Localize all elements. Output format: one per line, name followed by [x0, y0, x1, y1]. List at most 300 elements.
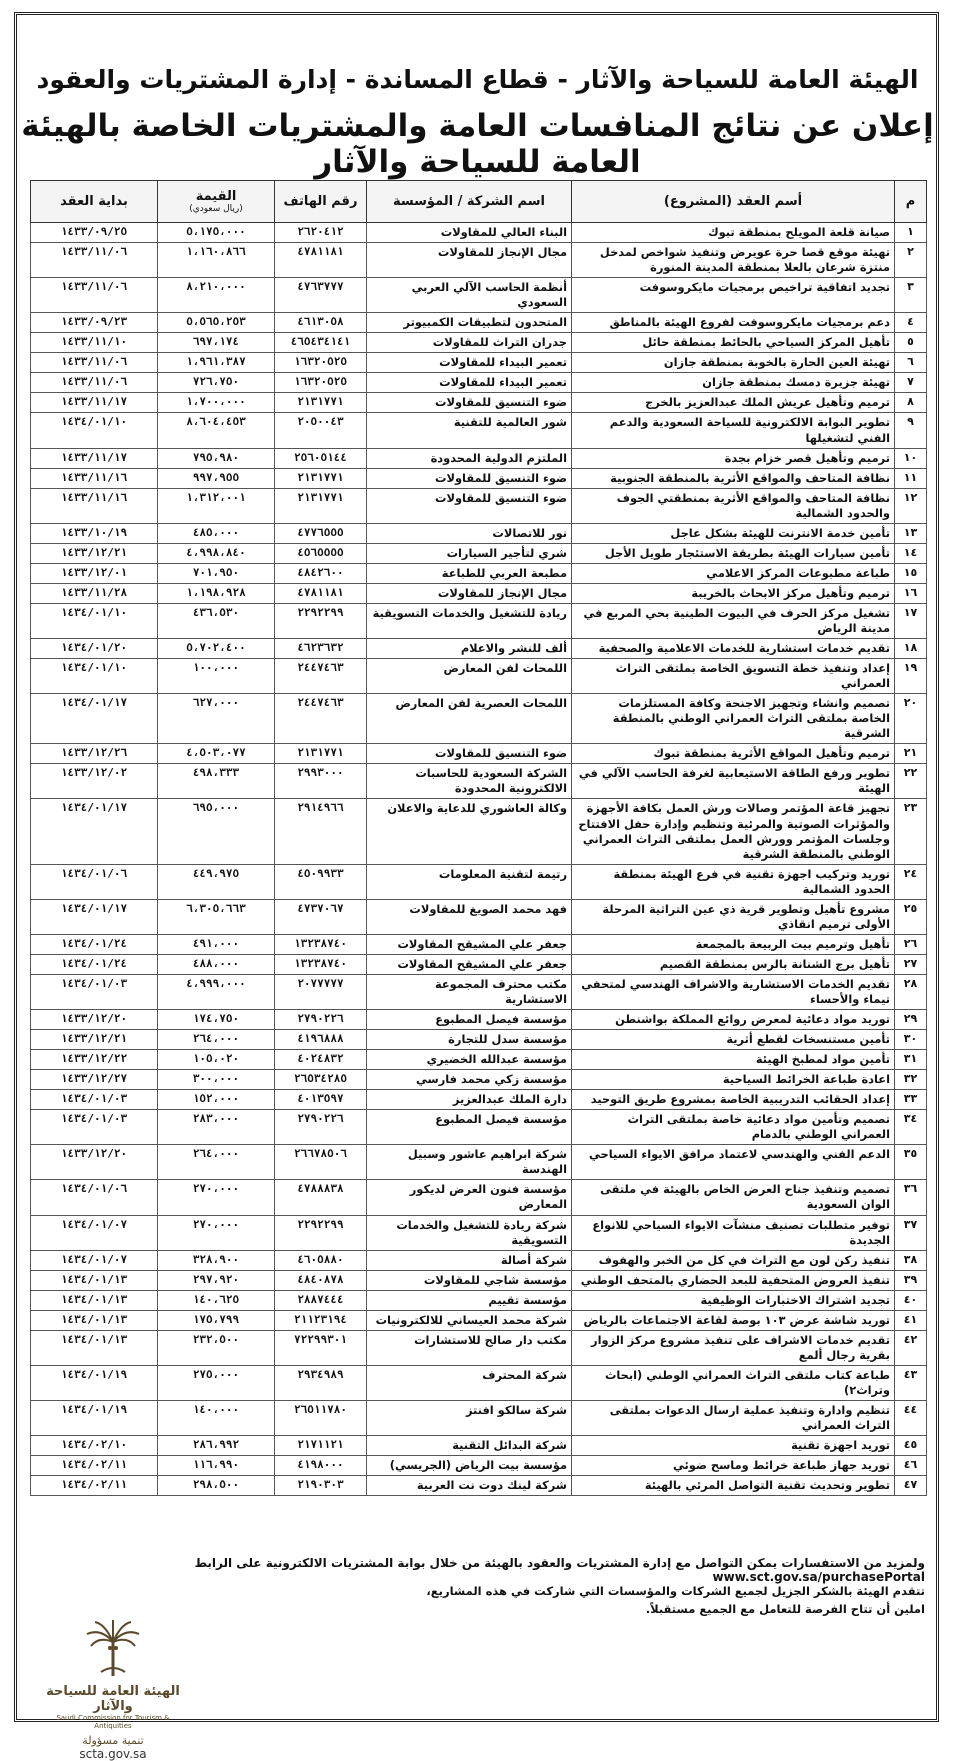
row-number: ٤٦ — [895, 1456, 927, 1476]
contact-note: ولمزيد من الاستفسارات يمكن التواصل مع إدارة المشتريات والعقود بالهيئة من خلال بوابة المشتريات الالكترونية على الرابط www.sct.gov.sa/purchasePortal — [194, 1556, 925, 1584]
table-row — [31, 603, 927, 638]
start-date: ١٤٣٤/٠١/١٧ — [31, 694, 158, 744]
phone-number: ٢٤٤٧٤٦٣ — [275, 694, 367, 744]
company-name: ضوء التنسيق للمقاولات — [367, 468, 572, 488]
phone-number: ٢٩٣٤٩٨٩ — [275, 1365, 367, 1400]
table-row — [31, 764, 927, 799]
row-number: ٤٧ — [895, 1476, 927, 1496]
phone-number: ٤٦٢٣٦٣٢ — [275, 639, 367, 659]
start-date: ١٤٣٣/١٢/٠٢ — [31, 764, 158, 799]
contract-name: تشغيل مركز الحرف في البيوت الطينية بحي المربع في مدينة الرياض — [572, 603, 895, 638]
start-date: ١٤٣٤/٠١/١٩ — [31, 1401, 158, 1436]
table-row — [31, 659, 927, 694]
table-row — [31, 468, 927, 488]
company-name: فهد محمد الصويغ للمقاولات — [367, 899, 572, 934]
contract-value: ٢٦٤،٠٠٠ — [158, 1030, 275, 1050]
company-name: شركة أصالة — [367, 1250, 572, 1270]
contract-value: ١،٣١٢،٠٠١ — [158, 488, 275, 523]
start-date: ١٤٣٣/١٢/٢٢ — [31, 1050, 158, 1070]
row-number: ٢٢ — [895, 764, 927, 799]
company-name: مؤسسة شاجي للمقاولات — [367, 1270, 572, 1290]
phone-number: ٢١٣١٧٧١ — [275, 488, 367, 523]
contract-value: ١،١٦٠،٨٦٦ — [158, 243, 275, 278]
col-header-num: م — [895, 181, 927, 223]
phone-number: ٢٦٥١١٧٨٠ — [275, 1401, 367, 1436]
contract-name: تجديد اتفاقية تراخيص برمجيات مايكروسوفت — [572, 278, 895, 313]
contract-value: ١١٦،٩٩٠ — [158, 1456, 275, 1476]
row-number: ٤١ — [895, 1310, 927, 1330]
table-row — [31, 1145, 927, 1180]
contract-name: تنفيذ العروض المتحفية للبعد الحضاري بالمتحف الوطني — [572, 1270, 895, 1290]
row-number: ٨ — [895, 393, 927, 413]
contract-value: ٣٢٨،٩٠٠ — [158, 1250, 275, 1270]
start-date: ١٤٣٤/٠١/٠٧ — [31, 1215, 158, 1250]
company-name: شركة المحترف — [367, 1365, 572, 1400]
contract-name: مشروع تأهيل وتطوير قرية ذي عين التراثية المرحلة الأولى ترميم انقاذي — [572, 899, 895, 934]
page-title-main: إعلان عن نتائج المنافسات العامة والمشتريات الخاصة بالهيئة العامة للسياحة والآثار — [21, 108, 934, 180]
thanks-note: تتقدم الهيئة بالشكر الجزيل لجميع الشركات والمؤسسات التي شاركت في هذه المشاريع، — [426, 1584, 925, 1598]
row-number: ١٧ — [895, 603, 927, 638]
row-number: ٤٥ — [895, 1436, 927, 1456]
contract-name: تقديم خدمات استشارية للخدمات الاعلامية والصحفية — [572, 639, 895, 659]
table-row — [31, 1401, 927, 1436]
table-row — [31, 243, 927, 278]
row-number: ١٩ — [895, 659, 927, 694]
logo-name-ar: الهيئة العامة للسياحة والآثار — [46, 1684, 180, 1714]
phone-number: ٢٩٩٣٠٠٠ — [275, 764, 367, 799]
contract-value: ٤٤٩،٩٧٥ — [158, 864, 275, 899]
table-row — [31, 373, 927, 393]
contract-value: ٨،٦٠٤،٤٥٣ — [158, 413, 275, 448]
phone-number: ٤٧٧٦٥٥٥ — [275, 523, 367, 543]
company-name: ضوء التنسيق للمقاولات — [367, 393, 572, 413]
start-date: ١٤٣٤/٠٢/١٠ — [31, 1436, 158, 1456]
table-row — [31, 1050, 927, 1070]
table-row — [31, 799, 927, 864]
company-name: شري لتأجير السيارات — [367, 543, 572, 563]
company-name: مكتب محترف المجموعة الاستشارية — [367, 974, 572, 1009]
contract-name: تجديد اشتراك الاختبارات الوظيفية — [572, 1290, 895, 1310]
table-row — [31, 523, 927, 543]
phone-number: ٢٧٩٠٢٢٦ — [275, 1010, 367, 1030]
start-date: ١٤٣٤/٠١/١٧ — [31, 799, 158, 864]
start-date: ١٤٣٣/١٠/١٩ — [31, 523, 158, 543]
table-row — [31, 864, 927, 899]
contract-value: ٤٩١،٠٠٠ — [158, 934, 275, 954]
company-name: مؤسسة فيصل المطبوع — [367, 1110, 572, 1145]
company-name: شور العالمية للتقنية — [367, 413, 572, 448]
table-row — [31, 954, 927, 974]
contract-name: تطوير ورفع الطاقة الاستيعابية لغرفة الحاسب الآلي في الهيئة — [572, 764, 895, 799]
start-date: ١٤٣٤/٠١/١٣ — [31, 1270, 158, 1290]
contract-name: تأهيل برج الشنانة بالرس بمنطقة القصيم — [572, 954, 895, 974]
contract-name: تجهيز قاعة المؤتمر وصالات ورش العمل بكافة الأجهزة والمؤثرات الصوتية والمرئية وتنظيم وإدارة حفل الافتتاح وجلسات المؤتمر وورش العمل بملتقى التراث العمراني الوطني بالمنطقة الشرقية — [572, 799, 895, 864]
table-row — [31, 1290, 927, 1310]
contract-name: تنظيم وادارة وتنفيذ عملية ارسال الدعوات بملتقى التراث العمراني — [572, 1401, 895, 1436]
contract-name: توريد مواد دعائية لمعرض روائع المملكة بواشنطن — [572, 1010, 895, 1030]
row-number: ٣١ — [895, 1050, 927, 1070]
contract-value: ١،٧٠٠،٠٠٠ — [158, 393, 275, 413]
row-number: ٢ — [895, 243, 927, 278]
contract-name: توريد شاشة عرض ١٠٣ بوصة لقاعة الاجتماعات بالرياض — [572, 1310, 895, 1330]
start-date: ١٤٣٤/٠٢/١١ — [31, 1476, 158, 1496]
table-row — [31, 353, 927, 373]
phone-number: ٢١٣١٧٧١ — [275, 468, 367, 488]
phone-number: ٢٦٦٧٨٥٠٦ — [275, 1145, 367, 1180]
phone-number: ٤٧٣٧٠٦٧ — [275, 899, 367, 934]
row-number: ٢١ — [895, 744, 927, 764]
start-date: ١٤٣٤/٠١/٠٣ — [31, 1090, 158, 1110]
row-number: ٢٤ — [895, 864, 927, 899]
row-number: ٥ — [895, 333, 927, 353]
company-name: مجال الإنجاز للمقاولات — [367, 583, 572, 603]
row-number: ٣٩ — [895, 1270, 927, 1290]
table-row — [31, 1270, 927, 1290]
contract-value: ٤،٩٩٨،٨٤٠ — [158, 543, 275, 563]
contract-name: تهيئة العين الحارة بالخوبة بمنطقة جازان — [572, 353, 895, 373]
table-row — [31, 1436, 927, 1456]
start-date: ١٤٣٣/١١/٠٦ — [31, 353, 158, 373]
contract-value: ١٤٠،٦٢٥ — [158, 1290, 275, 1310]
row-number: ٤٤ — [895, 1401, 927, 1436]
company-name: جدران التراث للمقاولات — [367, 333, 572, 353]
phone-number: ٤٨٤٢٦٠٠ — [275, 563, 367, 583]
col-header-phone: رقم الهاتف — [275, 181, 367, 223]
contract-name: تأمين سيارات الهيئة بطريقة الاستئجار طويل الأجل — [572, 543, 895, 563]
col-header-company: اسم الشركة / المؤسسة — [367, 181, 572, 223]
start-date: ١٤٣٣/٠٩/٢٥ — [31, 223, 158, 243]
row-number: ١٨ — [895, 639, 927, 659]
phone-number: ٢٧٩٠٢٢٦ — [275, 1110, 367, 1145]
row-number: ١١ — [895, 468, 927, 488]
col-header-contract: أسم العقد (المشروع) — [572, 181, 895, 223]
company-name: مؤسسة بيت الرياض (الجريسي) — [367, 1456, 572, 1476]
contract-name: نظافة المتاحف والمواقع الأثرية بالمنطقة الجنوبية — [572, 468, 895, 488]
start-date: ١٤٣٣/١٢/٢٧ — [31, 1070, 158, 1090]
table-row — [31, 278, 927, 313]
logo-slogan: تنمية مسؤولة — [82, 1734, 144, 1747]
contract-value: ٥،١٧٥،٠٠٠ — [158, 223, 275, 243]
contract-value: ٦٩٧،١٧٤ — [158, 333, 275, 353]
col-header-start: بداية العقد — [31, 181, 158, 223]
table-row — [31, 1330, 927, 1365]
row-number: ٢٥ — [895, 899, 927, 934]
start-date: ١٤٣٣/٠٩/٢٣ — [31, 313, 158, 333]
company-name: مؤسسة فيصل المطبوع — [367, 1010, 572, 1030]
start-date: ١٤٣٤/٠١/٠٣ — [31, 1110, 158, 1145]
row-number: ١٣ — [895, 523, 927, 543]
company-name: مؤسسة تقييم — [367, 1290, 572, 1310]
row-number: ٣٢ — [895, 1070, 927, 1090]
row-number: ٢٨ — [895, 974, 927, 1009]
row-number: ١٦ — [895, 583, 927, 603]
phone-number: ١٦٣٢٠٥٢٥ — [275, 373, 367, 393]
phone-number: ٤٠١٣٥٩٧ — [275, 1090, 367, 1110]
start-date: ١٤٣٣/١٢/٢٠ — [31, 1010, 158, 1030]
phone-number: ٤٧٨٨٨٣٨ — [275, 1180, 367, 1215]
company-name: شركة ابراهيم عاشور وسبيل الهندسة — [367, 1145, 572, 1180]
table-row — [31, 223, 927, 243]
phone-number: ٢١٣١٧٧١ — [275, 393, 367, 413]
row-number: ١٠ — [895, 448, 927, 468]
scta-logo — [38, 1618, 188, 1761]
start-date: ١٤٣٤/٠١/٠٦ — [31, 1180, 158, 1215]
company-name: ألف للنشر والاعلام — [367, 639, 572, 659]
contract-name: توفير متطلبات تصنيف منشآت الايواء السياحي للانواع الجديدة — [572, 1215, 895, 1250]
contract-value: ٢٧٠،٠٠٠ — [158, 1180, 275, 1215]
table-row — [31, 1010, 927, 1030]
contract-value: ٥،٥٦٥،٢٥٣ — [158, 313, 275, 333]
contract-name: ترميم وتأهيل عريش الملك عبدالعزيز بالخرج — [572, 393, 895, 413]
phone-number: ١٣٢٣٨٧٤٠ — [275, 954, 367, 974]
contract-name: تقديم خدمات الاشراف على تنفيذ مشروع مركز الزوار بقرية رجال ألمع — [572, 1330, 895, 1365]
start-date: ١٤٣٤/٠١/١٠ — [31, 603, 158, 638]
contract-value: ٦،٣٠٥،٦٦٣ — [158, 899, 275, 934]
start-date: ١٤٣٣/١١/١٧ — [31, 393, 158, 413]
company-name: مجال الإنجاز للمقاولات — [367, 243, 572, 278]
company-name: نور للاتصالات — [367, 523, 572, 543]
company-name: مؤسسة فنون العرض لديكور المعارض — [367, 1180, 572, 1215]
contract-value: ٤٩٨،٣٣٣ — [158, 764, 275, 799]
row-number: ٩ — [895, 413, 927, 448]
row-number: ١٢ — [895, 488, 927, 523]
contract-value: ٢٦٤،٠٠٠ — [158, 1145, 275, 1180]
contract-value: ١،٩٦١،٣٨٧ — [158, 353, 275, 373]
row-number: ٤٢ — [895, 1330, 927, 1365]
phone-number: ١٦٣٢٠٥٢٥ — [275, 353, 367, 373]
phone-number: ٢٠٧٧٧٧٧ — [275, 974, 367, 1009]
phone-number: ٤٨٤٠٨٧٨ — [275, 1270, 367, 1290]
phone-number: ١٣٢٣٨٧٤٠ — [275, 934, 367, 954]
contract-name: دعم برمجيات مايكروسوفت لفروع الهيئة بالمناطق — [572, 313, 895, 333]
company-name: مؤسسة عبدالله الخضيري — [367, 1050, 572, 1070]
phone-number: ٤٦٥٤٣٤١٤١ — [275, 333, 367, 353]
start-date: ١٤٣٣/١٢/٢٠ — [31, 1145, 158, 1180]
contract-value: ٢٧٥،٠٠٠ — [158, 1365, 275, 1400]
table-row — [31, 1476, 927, 1496]
start-date: ١٤٣٤/٠١/١٣ — [31, 1290, 158, 1310]
table-row — [31, 313, 927, 333]
contract-name: توريد وتركيب اجهزة تقنية في فرع الهيئة بمنطقة الحدود الشمالية — [572, 864, 895, 899]
row-number: ٢٩ — [895, 1010, 927, 1030]
table-row — [31, 1110, 927, 1145]
start-date: ١٤٣٤/٠١/٠٣ — [31, 974, 158, 1009]
start-date: ١٤٣٣/١١/٠٦ — [31, 373, 158, 393]
table-row — [31, 1030, 927, 1050]
contract-value: ٤،٥٠٣،٠٧٧ — [158, 744, 275, 764]
row-number: ٣ — [895, 278, 927, 313]
contract-name: إعداد الحقائب التدريبية الخاصة بمشروع طريق التوحيد — [572, 1090, 895, 1110]
start-date: ١٤٣٤/٠١/٠٦ — [31, 864, 158, 899]
contract-value: ٩٩٧،٩٥٥ — [158, 468, 275, 488]
table-row — [31, 393, 927, 413]
contract-name: نظافة المتاحف والمواقع الأثرية بمنطقتي الجوف والحدود الشمالية — [572, 488, 895, 523]
contract-value: ٢٩٨،٥٠٠ — [158, 1476, 275, 1496]
company-name: مؤسسة سدل للتجارة — [367, 1030, 572, 1050]
table-row — [31, 639, 927, 659]
start-date: ١٤٣٤/٠١/٢٤ — [31, 954, 158, 974]
table-row — [31, 488, 927, 523]
contract-name: ترميم وتأهيل قصر خزام بجدة — [572, 448, 895, 468]
contract-name: ترميم وتأهيل مركز الابحاث بالخريبة — [572, 583, 895, 603]
row-number: ١ — [895, 223, 927, 243]
row-number: ٣٦ — [895, 1180, 927, 1215]
table-row — [31, 744, 927, 764]
col-header-value-label: القيمة — [195, 189, 237, 204]
phone-number: ٤٥٦٥٥٥٥ — [275, 543, 367, 563]
phone-number: ٢١١٢٣١٩٤ — [275, 1310, 367, 1330]
start-date: ١٤٣٤/٠١/١٠ — [31, 659, 158, 694]
company-name: ريادة للتشغيل والخدمات التسويقية — [367, 603, 572, 638]
start-date: ١٤٣٣/١١/١٠ — [31, 333, 158, 353]
phone-number: ٢١٧١١٢١ — [275, 1436, 367, 1456]
row-number: ٣٧ — [895, 1215, 927, 1250]
phone-number: ٢٤٤٧٤٦٣ — [275, 659, 367, 694]
contract-name: تأهيل وترميم بيت الربيعة بالمجمعة — [572, 934, 895, 954]
company-name: جعفر علي المشيقح المقاولات — [367, 954, 572, 974]
table-row — [31, 1250, 927, 1270]
phone-number: ٢١٣١٧٧١ — [275, 744, 367, 764]
contract-value: ٣٠٠،٠٠٠ — [158, 1070, 275, 1090]
contract-value: ٢٣٢،٥٠٠ — [158, 1330, 275, 1365]
contract-value: ١٠٥،٠٢٠ — [158, 1050, 275, 1070]
contract-name: تصميم وانشاء وتجهيز الاجنحة وكافة المستلزمات الخاصة بملتقى التراث العمراني الوطني بالمنطقة الشرقية — [572, 694, 895, 744]
start-date: ١٤٣٤/٠١/١٠ — [31, 413, 158, 448]
row-number: ٣٨ — [895, 1250, 927, 1270]
start-date: ١٤٣٤/٠١/١٧ — [31, 899, 158, 934]
start-date: ١٤٣٤/٠١/١٣ — [31, 1310, 158, 1330]
contract-name: تأمين خدمة الانترنت للهيئة بشكل عاجل — [572, 523, 895, 543]
results-table — [30, 180, 927, 1496]
phone-number: ٢٠٥٠٠٤٣ — [275, 413, 367, 448]
contract-value: ٤،٩٩٩،٠٠٠ — [158, 974, 275, 1009]
start-date: ١٤٣٣/١١/١٦ — [31, 488, 158, 523]
contract-value: ١٠٠،٠٠٠ — [158, 659, 275, 694]
contract-value: ١٥٢،٠٠٠ — [158, 1090, 275, 1110]
row-number: ٣٣ — [895, 1090, 927, 1110]
company-name: جعفر علي المشيقح المقاولات — [367, 934, 572, 954]
row-number: ١٥ — [895, 563, 927, 583]
contract-name: إعداد وتنفيذ خطة التسويق الخاصة بملتقى التراث العمراني — [572, 659, 895, 694]
start-date: ١٤٣٣/١٢/٠١ — [31, 563, 158, 583]
start-date: ١٤٣٣/١١/٠٦ — [31, 278, 158, 313]
contract-name: طباعة كتاب ملتقى التراث العمراني الوطني (ابحاث وتراث٢) — [572, 1365, 895, 1400]
start-date: ١٤٣٤/٠١/٢٤ — [31, 934, 158, 954]
contract-value: ١٤٠،٠٠٠ — [158, 1401, 275, 1436]
table-row — [31, 934, 927, 954]
table-row — [31, 1070, 927, 1090]
palm-tree-icon — [83, 1618, 143, 1678]
phone-number: ٤٠٢٤٨٣٢ — [275, 1050, 367, 1070]
table-row — [31, 583, 927, 603]
start-date: ١٤٣٣/١١/١٦ — [31, 468, 158, 488]
table-row — [31, 1090, 927, 1110]
contract-value: ٢٩٧،٩٢٠ — [158, 1270, 275, 1290]
phone-number: ٢٢٩٢٢٩٩ — [275, 603, 367, 638]
row-number: ٧ — [895, 373, 927, 393]
contract-name: تنفيذ ركن لون مع التراث في كل من الخبر والهفوف — [572, 1250, 895, 1270]
row-number: ١٤ — [895, 543, 927, 563]
table-row — [31, 333, 927, 353]
hope-note: املين أن تتاح الفرصة للتعامل مع الجميع مستقبلاً. — [645, 1602, 925, 1616]
contract-value: ٦٩٥،٠٠٠ — [158, 799, 275, 864]
table-row — [31, 1215, 927, 1250]
start-date: ١٤٣٣/١١/٢٨ — [31, 583, 158, 603]
start-date: ١٤٣٣/١٢/٢١ — [31, 1030, 158, 1050]
start-date: ١٤٣٤/٠١/١٩ — [31, 1365, 158, 1400]
company-name: اللمحات لفن المعارض — [367, 659, 572, 694]
company-name: البناء العالي للمقاولات — [367, 223, 572, 243]
contract-name: تصميم وتأمين مواد دعائية خاصة بملتقى التراث العمراني الوطني بالدمام — [572, 1110, 895, 1145]
phone-number: ٢٦٥٣٤٢٨٥ — [275, 1070, 367, 1090]
phone-number: ٢٩١٤٩٦٦ — [275, 799, 367, 864]
company-name: مؤسسة زكي محمد فارسي — [367, 1070, 572, 1090]
phone-number: ٤١٩٨٠٠٠ — [275, 1456, 367, 1476]
phone-number: ٢٨٨٧٤٤٤ — [275, 1290, 367, 1310]
contract-value: ١٧٤،٧٥٠ — [158, 1010, 275, 1030]
table-row — [31, 1180, 927, 1215]
contract-name: ترميم وتأهيل المواقع الأثرية بمنطقة تبوك — [572, 744, 895, 764]
phone-number: ٤٧٨١١٨١ — [275, 583, 367, 603]
phone-number: ٢٢٩٢٢٩٩ — [275, 1215, 367, 1250]
company-name: تعمير البيداء للمقاولات — [367, 373, 572, 393]
row-number: ٢٠ — [895, 694, 927, 744]
phone-number: ٤٥٠٩٩٣٣ — [275, 864, 367, 899]
company-name: شركة محمد العيساني للالكترونيات — [367, 1310, 572, 1330]
contract-value: ٢٨٦،٩٩٢ — [158, 1436, 275, 1456]
company-name: وكالة العاشوري للدعاية والاعلان — [367, 799, 572, 864]
contract-value: ٥،٧٠٢،٤٠٠ — [158, 639, 275, 659]
contract-name: توريد اجهزة تقنية — [572, 1436, 895, 1456]
phone-number: ٤٧٨١١٨١ — [275, 243, 367, 278]
phone-number: ٢٥٦٠٥١٤٤ — [275, 448, 367, 468]
table-row — [31, 1310, 927, 1330]
contract-value: ٦٢٧،٠٠٠ — [158, 694, 275, 744]
company-name: اللمحات العصرية لفن المعارض — [367, 694, 572, 744]
start-date: ١٤٣٤/٠١/١٣ — [31, 1330, 158, 1365]
row-number: ٤٠ — [895, 1290, 927, 1310]
col-header-value-unit: (ريال سعودي) — [189, 204, 243, 214]
row-number: ٢٣ — [895, 799, 927, 864]
company-name: رتيمة لتقنية المعلومات — [367, 864, 572, 899]
contract-value: ٤٣٦،٥٣٠ — [158, 603, 275, 638]
contract-value: ٢٧٠،٠٠٠ — [158, 1215, 275, 1250]
table-row — [31, 899, 927, 934]
contract-name: تصميم وتنفيذ جناح العرض الخاص بالهيئة في ملتقى الوان السعودية — [572, 1180, 895, 1215]
row-number: ٣٤ — [895, 1110, 927, 1145]
contract-name: تقديم الخدمات الاستشارية والاشراف الهندسي لمتحفي تيماء والأحساء — [572, 974, 895, 1009]
phone-number: ٤١٩٦٨٨٨ — [275, 1030, 367, 1050]
table-header-row — [31, 181, 927, 223]
contract-name: اعادة طباعة الخرائط السياحية — [572, 1070, 895, 1090]
company-name: شركة سالكو افنتز — [367, 1401, 572, 1436]
contract-value: ٧٠١،٩٥٠ — [158, 563, 275, 583]
table-row — [31, 974, 927, 1009]
contract-value: ٤٨٥،٠٠٠ — [158, 523, 275, 543]
logo-url: scta.gov.sa — [79, 1747, 147, 1761]
contract-name: طباعة مطبوعات المركز الاعلامي — [572, 563, 895, 583]
start-date: ١٤٣٣/١١/١٧ — [31, 448, 158, 468]
table-row — [31, 1456, 927, 1476]
company-name: أنظمة الحاسب الآلي العربي السعودي — [367, 278, 572, 313]
row-number: ٤ — [895, 313, 927, 333]
start-date: ١٤٣٣/١٢/٢٦ — [31, 744, 158, 764]
contract-name: تطوير وتحديث تقنية التواصل المرئي بالهيئة — [572, 1476, 895, 1496]
col-header-value — [158, 181, 275, 223]
company-name: شركة لينك دوت نت العربية — [367, 1476, 572, 1496]
company-name: شركة البدائل التقنية — [367, 1436, 572, 1456]
start-date: ١٤٣٤/٠١/٠٧ — [31, 1250, 158, 1270]
